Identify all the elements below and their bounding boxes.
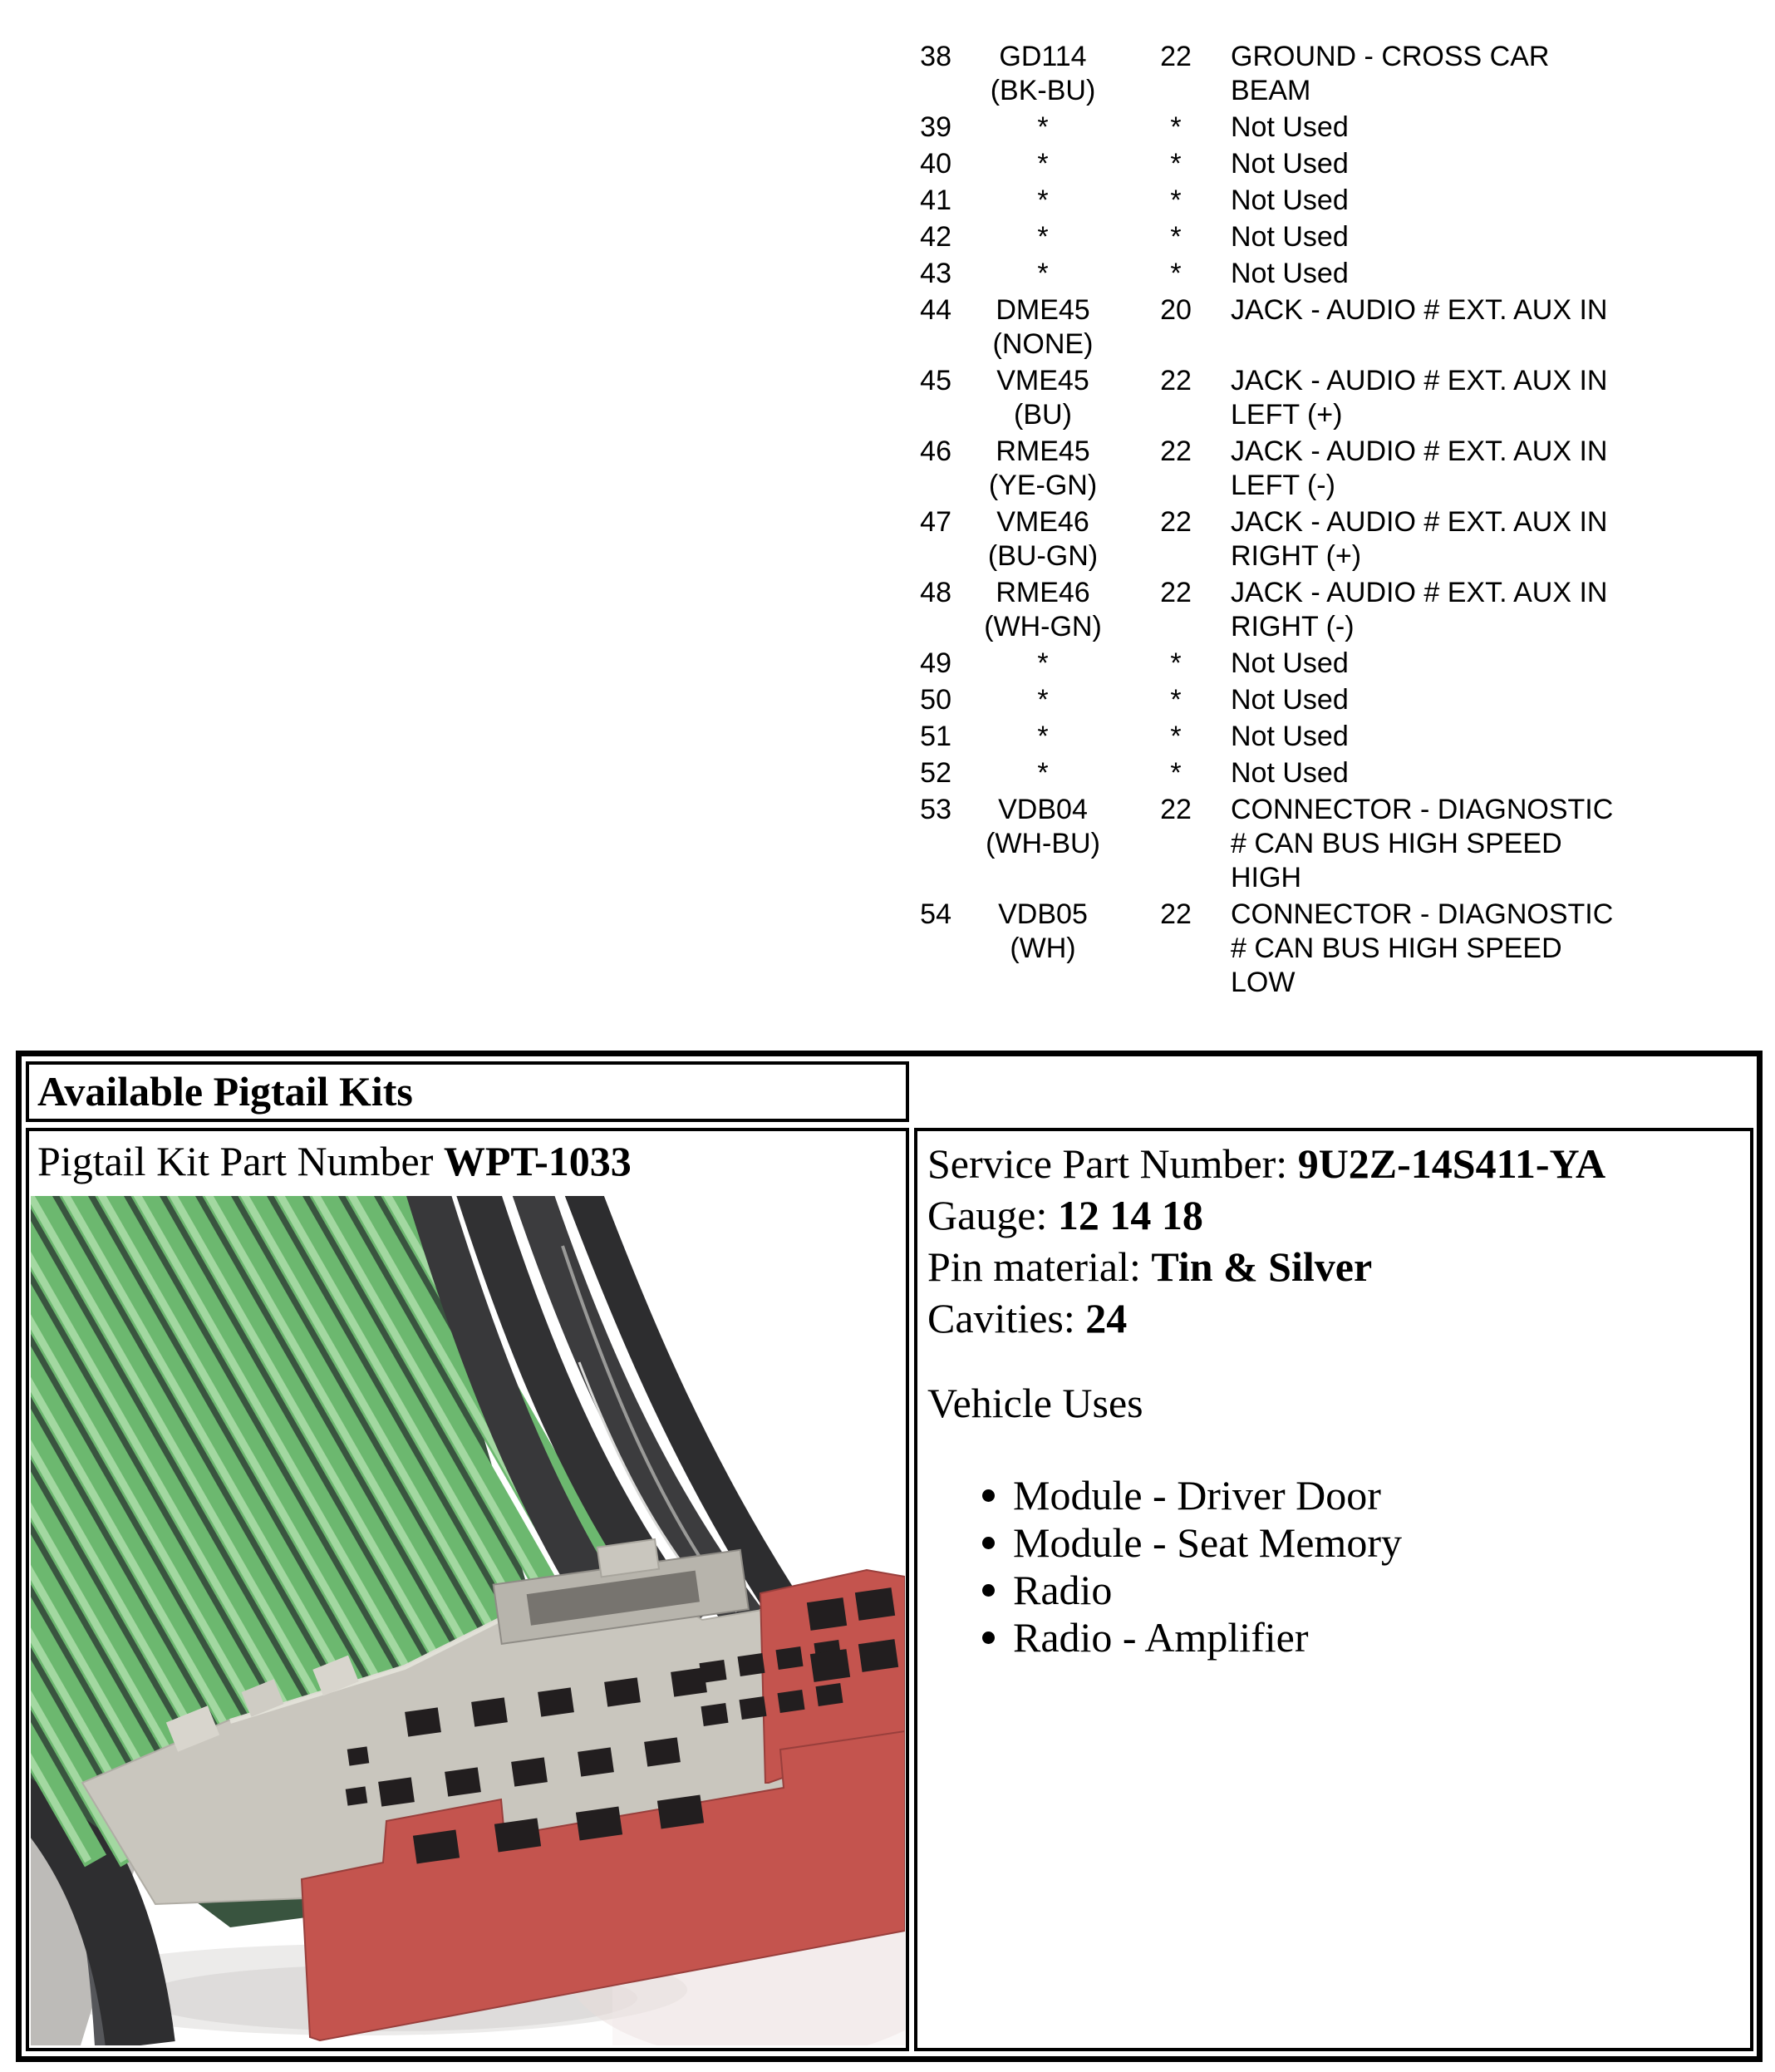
pin-material-label: Pin material: bbox=[927, 1243, 1152, 1290]
pin-table-row bbox=[902, 147, 1645, 181]
gauge-line bbox=[927, 1189, 1750, 1241]
table-text-line: LOW bbox=[1231, 967, 1296, 998]
pin-number: 54 bbox=[920, 898, 951, 930]
pin-number: 47 bbox=[920, 506, 951, 538]
wire-gauge: 22 bbox=[1160, 365, 1192, 396]
vehicle-uses-title: Vehicle Uses bbox=[927, 1380, 1143, 1426]
bullet-icon bbox=[982, 1632, 995, 1644]
circuit-code bbox=[951, 364, 1134, 432]
table-text-line: Not Used bbox=[1231, 684, 1349, 716]
table-text-line: VDB05 bbox=[998, 898, 1088, 930]
pin-number: 38 bbox=[920, 41, 951, 72]
table-text-line: RIGHT (+) bbox=[1231, 540, 1362, 572]
table-text-line: * bbox=[1037, 258, 1049, 289]
pigtail-kits-table bbox=[16, 1051, 1763, 2062]
gauge-label: Gauge: bbox=[927, 1192, 1058, 1238]
table-text-line: RME46 bbox=[996, 577, 1090, 608]
pin-function bbox=[1217, 293, 1645, 327]
connector-photo bbox=[31, 1196, 905, 2045]
table-text-line: * bbox=[1037, 221, 1049, 253]
table-text-line: LEFT (-) bbox=[1231, 470, 1335, 501]
wire-gauge: * bbox=[1170, 647, 1182, 679]
table-text-line: LEFT (+) bbox=[1231, 399, 1343, 431]
pin-table-row bbox=[902, 576, 1645, 644]
circuit-code bbox=[951, 40, 1134, 108]
circuit-code bbox=[951, 147, 1134, 181]
pin-table-row bbox=[902, 220, 1645, 254]
wire-gauge: 22 bbox=[1160, 436, 1192, 467]
pin-number: 52 bbox=[920, 757, 951, 789]
pigtail-kit-part-number: WPT-1033 bbox=[443, 1138, 632, 1184]
pigtail-kits-header bbox=[26, 1061, 909, 1122]
pin-table-row bbox=[902, 257, 1645, 291]
pin-number: 44 bbox=[920, 294, 951, 326]
wire-gauge: * bbox=[1170, 148, 1182, 180]
table-text-line: Not Used bbox=[1231, 647, 1349, 679]
table-text-line: # CAN BUS HIGH SPEED bbox=[1231, 933, 1562, 964]
table-text-line: VME45 bbox=[996, 365, 1089, 396]
table-text-line: JACK - AUDIO # EXT. AUX IN bbox=[1231, 577, 1608, 608]
vehicle-use-item bbox=[982, 1472, 1750, 1519]
circuit-code bbox=[951, 257, 1134, 291]
circuit-code bbox=[951, 756, 1134, 790]
wire-gauge: * bbox=[1170, 684, 1182, 716]
circuit-code bbox=[951, 184, 1134, 218]
wire-gauge: * bbox=[1170, 111, 1182, 143]
pin-number: 41 bbox=[920, 185, 951, 216]
vehicle-use-label: Module - Seat Memory bbox=[1013, 1519, 1402, 1566]
table-text-line: RME45 bbox=[996, 436, 1090, 467]
table-text-line: JACK - AUDIO # EXT. AUX IN bbox=[1231, 506, 1608, 538]
pin-function bbox=[1217, 111, 1645, 145]
pigtail-kits-header-label: Available Pigtail Kits bbox=[37, 1068, 413, 1115]
table-text-line: (YE-GN) bbox=[988, 470, 1098, 501]
wire-gauge: 22 bbox=[1160, 506, 1192, 538]
wire-gauge: 22 bbox=[1160, 41, 1192, 72]
kit-details-cell bbox=[914, 1128, 1753, 2051]
pin-table-row bbox=[902, 40, 1645, 108]
table-text-line: Not Used bbox=[1231, 111, 1349, 143]
pin-number: 39 bbox=[920, 111, 951, 143]
pigtail-kit-label: Pigtail Kit Part Number bbox=[37, 1138, 444, 1184]
pin-table-row bbox=[902, 505, 1645, 573]
bullet-icon bbox=[982, 1489, 995, 1502]
pin-function bbox=[1217, 647, 1645, 681]
circuit-code bbox=[951, 683, 1134, 717]
table-text-line: (BK-BU) bbox=[990, 75, 1096, 106]
pin-function bbox=[1217, 220, 1645, 254]
table-text-line: * bbox=[1037, 111, 1049, 143]
cavities-value: 24 bbox=[1085, 1295, 1128, 1341]
pin-table-row bbox=[902, 111, 1645, 145]
table-text-line: * bbox=[1037, 185, 1049, 216]
table-text-line: (WH-BU) bbox=[986, 828, 1100, 859]
pin-material-line bbox=[927, 1241, 1750, 1292]
table-text-line: JACK - AUDIO # EXT. AUX IN bbox=[1231, 365, 1608, 396]
table-text-line: (WH-GN) bbox=[984, 611, 1102, 642]
pin-table-row bbox=[902, 720, 1645, 754]
pin-function bbox=[1217, 720, 1645, 754]
vehicle-use-label: Module - Driver Door bbox=[1013, 1472, 1381, 1518]
wire-gauge: 20 bbox=[1160, 294, 1192, 326]
table-text-line: JACK - AUDIO # EXT. AUX IN bbox=[1231, 436, 1608, 467]
pin-table-row bbox=[902, 793, 1645, 895]
wire-gauge: 22 bbox=[1160, 898, 1192, 930]
cavities-label: Cavities: bbox=[927, 1295, 1086, 1341]
pin-table-row bbox=[902, 898, 1645, 1000]
service-part-number-value: 9U2Z-14S411-YA bbox=[1297, 1140, 1606, 1187]
pin-table-row bbox=[902, 683, 1645, 717]
pin-function bbox=[1217, 898, 1645, 1000]
vehicle-use-item bbox=[982, 1567, 1750, 1614]
wire-gauge: * bbox=[1170, 258, 1182, 289]
circuit-code bbox=[951, 898, 1134, 966]
pin-number: 50 bbox=[920, 684, 951, 716]
table-text-line: Not Used bbox=[1231, 221, 1349, 253]
circuit-code bbox=[951, 220, 1134, 254]
table-text-line: # CAN BUS HIGH SPEED bbox=[1231, 828, 1562, 859]
wire-gauge: * bbox=[1170, 721, 1182, 752]
table-text-line: RIGHT (-) bbox=[1231, 611, 1355, 642]
pin-table-row bbox=[902, 435, 1645, 503]
pin-number: 42 bbox=[920, 221, 951, 253]
pin-table-row bbox=[902, 756, 1645, 790]
pin-material-value: Tin & Silver bbox=[1151, 1243, 1373, 1290]
table-text-line: Not Used bbox=[1231, 721, 1349, 752]
vehicle-use-item bbox=[982, 1614, 1750, 1661]
wire-gauge: * bbox=[1170, 757, 1182, 789]
pin-function bbox=[1217, 435, 1645, 503]
pin-function bbox=[1217, 683, 1645, 717]
pin-number: 48 bbox=[920, 577, 951, 608]
service-part-number-line bbox=[927, 1138, 1750, 1189]
wire-gauge: * bbox=[1170, 221, 1182, 253]
table-text-line: Not Used bbox=[1231, 148, 1349, 180]
circuit-code bbox=[951, 111, 1134, 145]
table-text-line: (NONE) bbox=[992, 328, 1094, 360]
pin-function bbox=[1217, 793, 1645, 895]
circuit-code bbox=[951, 293, 1134, 362]
pin-function-table bbox=[902, 40, 1645, 1002]
wire-gauge: 22 bbox=[1160, 794, 1192, 825]
pin-function bbox=[1217, 184, 1645, 218]
wire-gauge: 22 bbox=[1160, 577, 1192, 608]
vehicle-use-label: Radio - Amplifier bbox=[1013, 1614, 1309, 1661]
table-text-line: VME46 bbox=[996, 506, 1089, 538]
pigtail-kit-title bbox=[29, 1131, 906, 1186]
table-text-line: GROUND - CROSS CAR bbox=[1231, 41, 1550, 72]
wire-gauge: * bbox=[1170, 185, 1182, 216]
pin-function bbox=[1217, 364, 1645, 432]
circuit-code bbox=[951, 576, 1134, 644]
pin-number: 51 bbox=[920, 721, 951, 752]
table-text-line: JACK - AUDIO # EXT. AUX IN bbox=[1231, 294, 1608, 326]
table-text-line: * bbox=[1037, 721, 1049, 752]
table-text-line: * bbox=[1037, 684, 1049, 716]
table-text-line: GD114 bbox=[999, 41, 1087, 72]
table-text-line: VDB04 bbox=[998, 794, 1088, 825]
pin-number: 40 bbox=[920, 148, 951, 180]
table-text-line: Not Used bbox=[1231, 185, 1349, 216]
pin-table-row bbox=[902, 364, 1645, 432]
pin-table-row bbox=[902, 293, 1645, 362]
table-text-line: (WH) bbox=[1010, 933, 1076, 964]
vehicle-use-label: Radio bbox=[1013, 1567, 1113, 1613]
table-text-line: * bbox=[1037, 148, 1049, 180]
gauge-value: 12 14 18 bbox=[1057, 1192, 1203, 1238]
pin-function bbox=[1217, 40, 1645, 108]
circuit-code bbox=[951, 505, 1134, 573]
vehicle-use-item bbox=[982, 1519, 1750, 1567]
pin-table-row bbox=[902, 184, 1645, 218]
pin-number: 45 bbox=[920, 365, 951, 396]
table-text-line: (BU-GN) bbox=[987, 540, 1099, 572]
circuit-code bbox=[951, 793, 1134, 861]
table-text-line: HIGH bbox=[1231, 862, 1301, 893]
vehicle-uses-list bbox=[982, 1472, 1750, 1661]
pin-function bbox=[1217, 756, 1645, 790]
pin-number: 46 bbox=[920, 436, 951, 467]
cavities-line bbox=[927, 1292, 1750, 1344]
pin-number: 53 bbox=[920, 794, 951, 825]
table-text-line: (BU) bbox=[1014, 399, 1072, 431]
table-text-line: Not Used bbox=[1231, 258, 1349, 289]
pin-function bbox=[1217, 257, 1645, 291]
bullet-icon bbox=[982, 1584, 995, 1597]
circuit-code bbox=[951, 647, 1134, 681]
table-text-line: CONNECTOR - DIAGNOSTIC bbox=[1231, 898, 1614, 930]
pin-function bbox=[1217, 576, 1645, 644]
table-text-line: DME45 bbox=[996, 294, 1090, 326]
circuit-code bbox=[951, 720, 1134, 754]
pigtail-kit-cell bbox=[26, 1128, 909, 2051]
pin-function bbox=[1217, 147, 1645, 181]
pin-number: 49 bbox=[920, 647, 951, 679]
service-part-number-label: Service Part Number: bbox=[927, 1140, 1298, 1187]
table-text-line: CONNECTOR - DIAGNOSTIC bbox=[1231, 794, 1614, 825]
pin-number: 43 bbox=[920, 258, 951, 289]
bullet-icon bbox=[982, 1537, 995, 1549]
table-text-line: * bbox=[1037, 647, 1049, 679]
pin-table-row bbox=[902, 647, 1645, 681]
pin-function bbox=[1217, 505, 1645, 573]
table-text-line: BEAM bbox=[1231, 75, 1311, 106]
table-text-line: * bbox=[1037, 757, 1049, 789]
circuit-code bbox=[951, 435, 1134, 503]
table-text-line: Not Used bbox=[1231, 757, 1349, 789]
